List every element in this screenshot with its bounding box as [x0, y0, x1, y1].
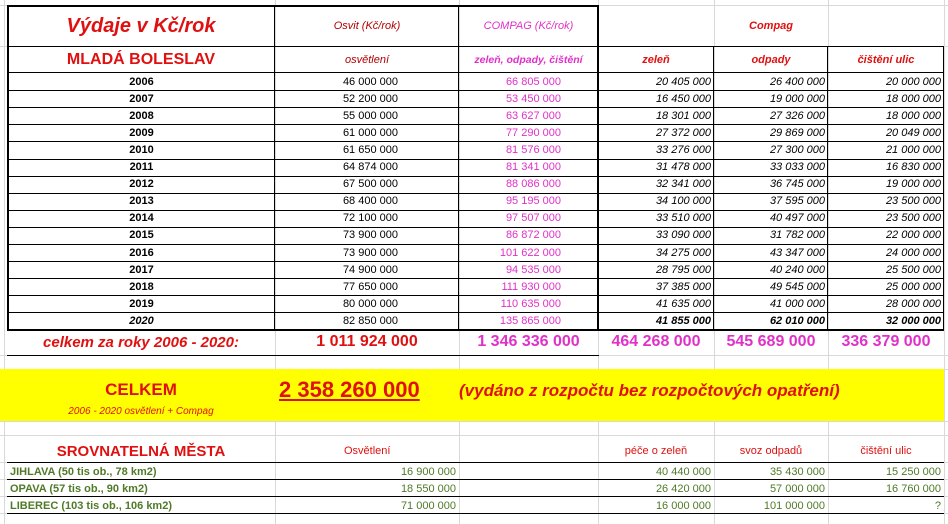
row-year: 2016	[129, 246, 154, 259]
row-compag: 88 086 000	[505, 178, 561, 191]
row-zelen: 16 450 000	[655, 92, 711, 105]
city-odpady: 35 430 000	[769, 465, 825, 478]
row-osvit: 52 200 000	[342, 92, 398, 105]
row-odpady: 41 000 000	[769, 297, 825, 310]
row-zelen: 31 478 000	[655, 161, 711, 174]
row-zelen: 41 635 000	[655, 297, 711, 310]
row-compag: 101 622 000	[499, 246, 561, 259]
row-cisteni: 22 000 000	[885, 229, 941, 242]
row-odpady: 40 240 000	[769, 263, 825, 276]
city-name: OPAVA (57 tis ob., 90 km2)	[10, 482, 148, 495]
row-osvit: 46 000 000	[342, 75, 398, 88]
row-odpady: 27 326 000	[769, 109, 825, 122]
row-year: 2019	[129, 297, 154, 310]
totals-label: celkem za roky 2006 - 2020:	[43, 333, 239, 351]
row-osvit: 61 650 000	[342, 143, 398, 156]
summary-sublabel: 2006 - 2020 osvětlení + Compag	[68, 405, 214, 417]
row-year: 2006	[129, 75, 154, 88]
row-compag: 81 341 000	[505, 161, 561, 174]
row-year: 2009	[129, 126, 154, 139]
row-osvit: 72 100 000	[342, 212, 398, 225]
row-zelen: 33 090 000	[655, 229, 711, 242]
city-osvetleni: 18 550 000	[400, 482, 456, 495]
city-odpady: 101 000 000	[763, 499, 825, 512]
city-cisteni: 15 250 000	[885, 465, 941, 478]
row-odpady: 37 595 000	[769, 195, 825, 208]
summary-value: 2 358 260 000	[279, 377, 420, 402]
row-compag: 135 865 000	[499, 314, 561, 327]
row-osvit: 82 850 000	[342, 314, 398, 327]
city-osvetleni: 71 000 000	[400, 499, 456, 512]
row-odpady: 49 545 000	[769, 280, 825, 293]
city-name: MLADÁ BOLESLAV	[66, 51, 216, 68]
city-odpady: 57 000 000	[769, 482, 825, 495]
row-compag: 97 507 000	[505, 212, 561, 225]
subheader-cisteni: čištění ulic	[857, 54, 915, 66]
comparison-header-odpady: svoz odpadů	[739, 445, 803, 457]
column-header-compag-group: Compag	[749, 20, 793, 32]
row-year: 2012	[129, 178, 154, 191]
row-odpady: 29 869 000	[769, 126, 825, 139]
row-osvit: 67 500 000	[342, 178, 398, 191]
row-osvit: 64 874 000	[342, 161, 398, 174]
row-cisteni: 18 000 000	[885, 92, 941, 105]
row-compag: 95 195 000	[505, 195, 561, 208]
subheader-zelen: zeleň	[642, 54, 670, 66]
row-zelen: 41 855 000	[655, 314, 711, 327]
comparison-header-cisteni: čištění ulic	[860, 445, 912, 457]
row-odpady: 43 347 000	[769, 246, 825, 259]
row-osvit: 74 900 000	[342, 263, 398, 276]
row-compag: 110 635 000	[500, 297, 561, 310]
row-cisteni: 23 500 000	[885, 195, 941, 208]
row-cisteni: 25 500 000	[885, 263, 941, 276]
summary-label: CELKEM	[105, 380, 177, 399]
row-odpady: 33 033 000	[769, 161, 825, 174]
totals-compag: 1 346 336 000	[477, 333, 580, 350]
row-cisteni: 20 049 000	[885, 126, 941, 139]
row-osvit: 61 000 000	[342, 126, 398, 139]
row-cisteni: 18 000 000	[885, 109, 941, 122]
column-header-compag: COMPAG (Kč/rok)	[483, 20, 574, 32]
city-zelen: 16 000 000	[655, 499, 711, 512]
summary-note: (vydáno z rozpočtu bez rozpočtových opatření)	[459, 381, 840, 400]
row-zelen: 27 372 000	[655, 126, 711, 139]
row-cisteni: 25 000 000	[885, 280, 941, 293]
row-year: 2013	[129, 195, 154, 208]
totals-osvit: 1 011 924 000	[316, 333, 418, 350]
row-compag: 94 535 000	[505, 263, 561, 276]
row-cisteni: 21 000 000	[885, 143, 941, 156]
city-osvetleni: 16 900 000	[400, 465, 456, 478]
column-header-osvit: Osvit (Kč/rok)	[333, 20, 401, 32]
row-cisteni: 28 000 000	[885, 297, 941, 310]
row-zelen: 20 405 000	[655, 75, 711, 88]
row-odpady: 40 497 000	[769, 212, 825, 225]
row-year: 2015	[129, 229, 154, 242]
row-compag: 111 930 000	[501, 280, 561, 293]
comparison-title: SROVNATELNÁ MĚSTA	[56, 442, 226, 460]
row-zelen: 32 341 000	[655, 178, 711, 191]
totals-odpady: 545 689 000	[726, 333, 816, 350]
row-year: 2008	[129, 109, 154, 122]
row-zelen: 34 100 000	[655, 195, 711, 208]
city-cisteni: ?	[934, 499, 941, 512]
row-odpady: 36 745 000	[769, 178, 825, 191]
row-osvit: 77 650 000	[342, 280, 398, 293]
city-zelen: 26 420 000	[655, 482, 711, 495]
comparison-header-zelen: péče o zeleň	[624, 445, 688, 457]
subheader-osvetleni: osvětlení	[344, 54, 390, 66]
city-name: JIHLAVA (50 tis ob., 78 km2)	[10, 465, 157, 478]
row-year: 2017	[129, 263, 154, 276]
row-year: 2010	[129, 143, 154, 156]
row-osvit: 80 000 000	[342, 297, 398, 310]
row-year: 2018	[129, 280, 154, 293]
row-compag: 86 872 000	[505, 229, 561, 242]
row-compag: 63 627 000	[505, 109, 561, 122]
row-zelen: 34 275 000	[655, 246, 711, 259]
row-zelen: 33 276 000	[655, 143, 711, 156]
row-osvit: 73 900 000	[342, 229, 398, 242]
row-year: 2020	[129, 314, 154, 327]
row-odpady: 62 010 000	[769, 314, 825, 327]
row-cisteni: 19 000 000	[885, 178, 941, 191]
row-osvit: 68 400 000	[342, 195, 398, 208]
row-cisteni: 20 000 000	[885, 75, 941, 88]
row-zelen: 28 795 000	[655, 263, 711, 276]
row-compag: 53 450 000	[505, 92, 561, 105]
totals-zelen: 464 268 000	[611, 333, 701, 350]
row-odpady: 26 400 000	[769, 75, 825, 88]
row-odpady: 27 300 000	[769, 143, 825, 156]
row-zelen: 37 385 000	[655, 280, 711, 293]
row-osvit: 73 900 000	[342, 246, 398, 259]
row-compag: 77 290 000	[505, 126, 561, 139]
row-cisteni: 24 000 000	[885, 246, 941, 259]
row-year: 2014	[129, 212, 154, 225]
row-compag: 81 576 000	[505, 143, 561, 156]
subheader-zelen-odpady: zeleň, odpady, čištění	[474, 54, 583, 66]
row-osvit: 55 000 000	[342, 109, 398, 122]
subheader-odpady: odpady	[751, 54, 791, 66]
city-zelen: 40 440 000	[655, 465, 711, 478]
row-compag: 66 805 000	[505, 75, 561, 88]
totals-cisteni: 336 379 000	[841, 333, 931, 350]
city-cisteni: 16 760 000	[885, 482, 941, 495]
row-zelen: 18 301 000	[655, 109, 711, 122]
row-odpady: 19 000 000	[769, 92, 825, 105]
row-cisteni: 16 830 000	[885, 161, 941, 174]
row-year: 2011	[129, 161, 154, 174]
row-odpady: 31 782 000	[769, 229, 825, 242]
comparison-header-osvetleni: Osvětlení	[344, 445, 391, 457]
page-title: Výdaje v Kč/rok	[66, 14, 216, 37]
row-cisteni: 32 000 000	[885, 314, 941, 327]
city-name: LIBEREC (103 tis ob., 106 km2)	[10, 499, 172, 512]
row-zelen: 33 510 000	[655, 212, 711, 225]
row-year: 2007	[129, 92, 154, 105]
row-cisteni: 23 500 000	[885, 212, 941, 225]
